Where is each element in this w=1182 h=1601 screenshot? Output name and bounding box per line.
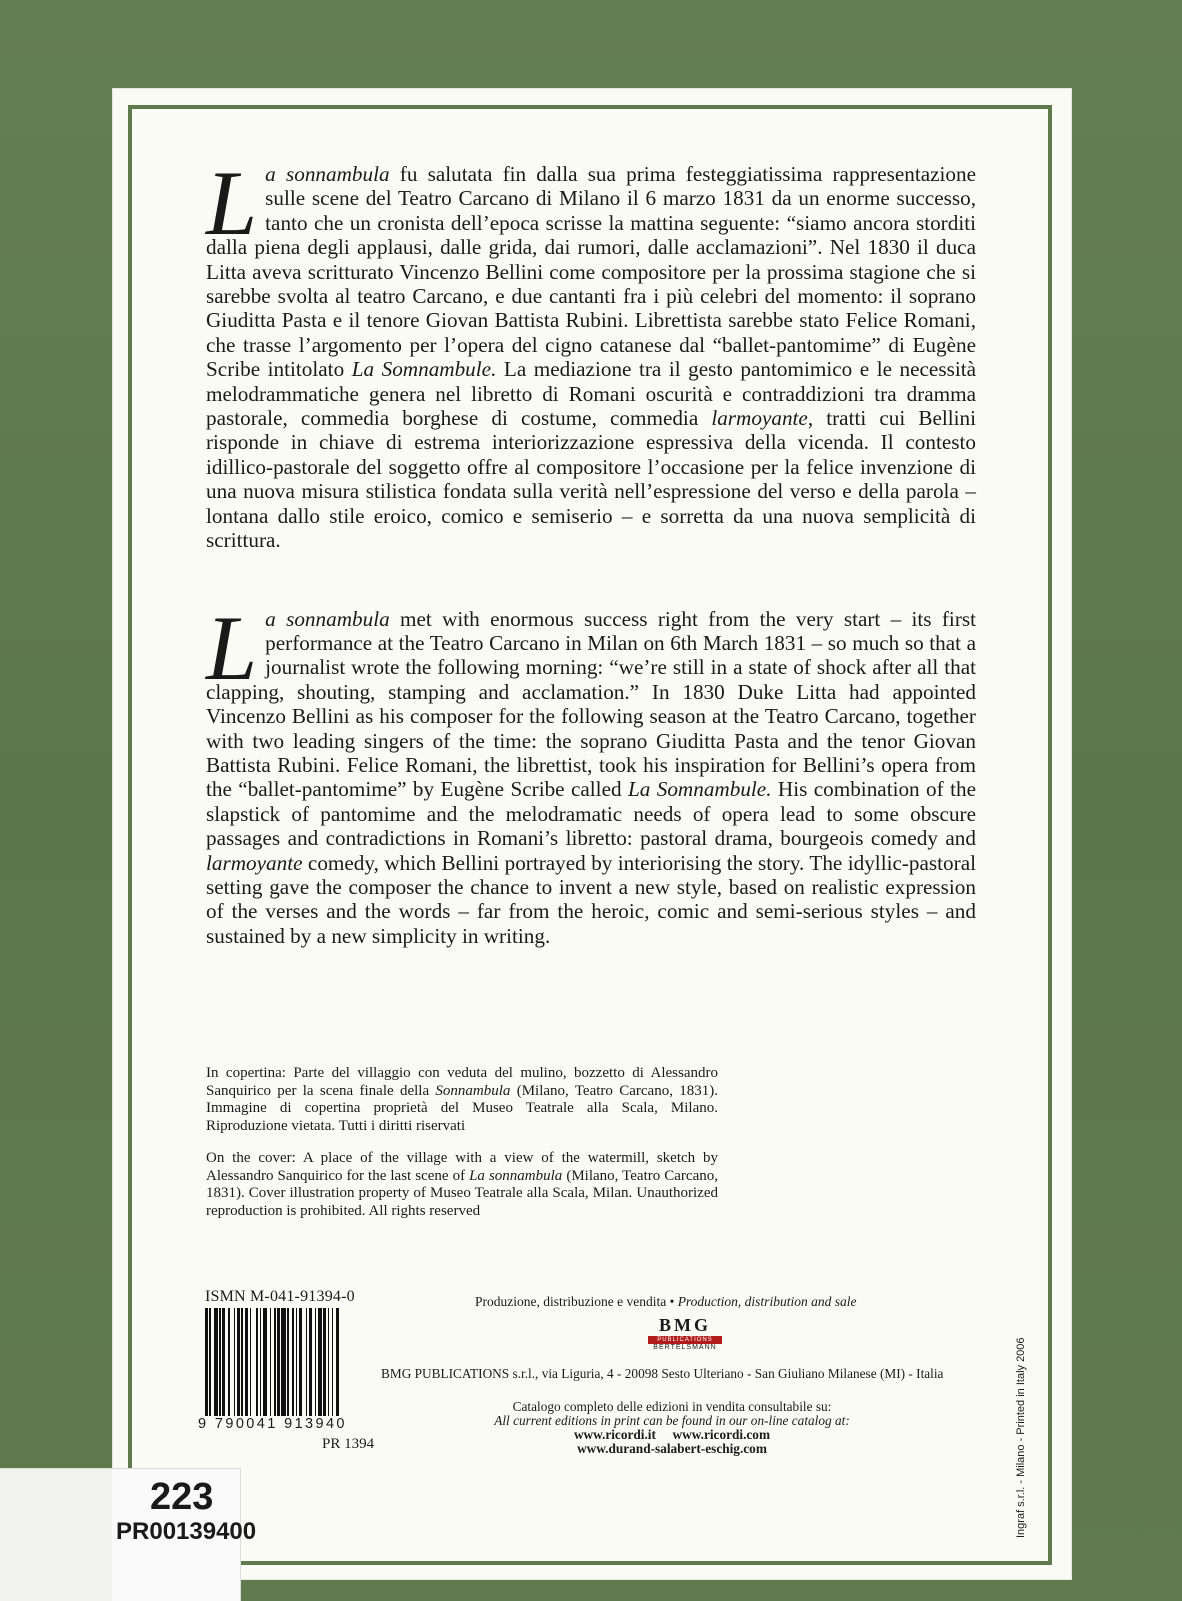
text-en-3: comedy, which Bellini portrayed by interiorising the story. The idyllic-pastoral setting gave the composer the chance to invent a new style, based on realistic expression of the verses and the words – far from the heroic, comic and semi-serious styles – and sustained by a new simplicity in writing. [206, 850, 976, 948]
title-italic-en: a sonnambula [265, 606, 390, 631]
sticker-left-panel [0, 1469, 112, 1601]
caption-en-text-1: On the cover: A place of the village with a view of the watermill, sketch by Alessandro Sanquirico for the last scene of [206, 1150, 718, 1184]
italian-paragraph [206, 152, 977, 553]
publisher-address: BMG PUBLICATIONS s.r.l., via Liguria, 4 - 20098 Sesto Ulteriano - San Giuliano Milanese (MI) - Italia [381, 1366, 944, 1381]
english-paragraph [206, 596, 977, 949]
ismn-label: ISMN M-041-91394-0 [205, 1288, 355, 1305]
caption-it-text-2: (Milano, Teatro Carcano, 1831). Immagine di copertina proprietà del Museo Teatrale alla Scala, Milano. Riproduzione vietata. Tutti i diritti riservati [206, 1082, 718, 1134]
barcode [205, 1308, 373, 1416]
caption-en-text-2: (Milano, Teatro Carcano, 1831). Cover illustration property of Museo Teatrale alla Scala, Milan. Unauthorized reproduction is prohibited. All rights reserved [206, 1167, 718, 1219]
genre-italic-en: larmoyante [206, 850, 303, 875]
bmg-logo-sub: BERTELSMANN [653, 1344, 717, 1351]
title-italic-it: a sonnambula [265, 162, 390, 186]
barcode-digits: 9 790041 913940 [198, 1416, 347, 1432]
barcode-bar [339, 1308, 340, 1416]
catalog-info [462, 1400, 882, 1456]
sticker-code: PR00139400 [116, 1518, 257, 1545]
catalog-it: Catalogo completo delle edizioni in vendita consultabile su: [512, 1399, 832, 1414]
text-en-2: His combination of the slapstick of pantomime and the melodramatic needs of opera lead to some obscure passages and contradictions in Romani’s libretto: pastoral drama, bourgeois comedy and [206, 777, 976, 851]
text-it-3: , tratti cui Bellini risponde in chiave di estrema interiorizzazione espressiva della vicenda. Il contesto idillico-pastorale del soggetto offre al compositore l’occasione per la felice invenzione di una nuova misura stilistica fondata sulla verità nell’espressione del verso e della parola – lontana dallo stile eroico, comico e semiserio – e sorretta da una nuova semplicità di scrittura. [206, 406, 976, 553]
dropcap-it: L [206, 152, 258, 254]
catalog-urls-2 [462, 1442, 882, 1456]
printer-credit: Ingraf s.r.l. - Milano - Printed in Italy 2006 [1015, 1337, 1027, 1538]
text-en-1: met with enormous success right from the very start – its first performance at the Teatro Carcano in Milan on 6th March 1831 – so much so that a journalist wrote the following morning: “we’re still in a state of shock after all that clapping, shouting, stamping and acclamation.” In 1830 Duke Litta had appointed Vincenzo Bellini as his composer for the following season at the Teatro Carcano, together with two leading singers of the time: the soprano Giuditta Pasta and the tenor Giovan Battista Rubini. Felice Romani, the librettist, took his inspiration for Bellini’s opera from the “ballet-pantomime” by Eugène Scribe called [206, 606, 977, 802]
cover-caption-en [206, 1150, 718, 1220]
production-bullet: • [666, 1294, 678, 1309]
caption-en-italic: La sonnambula [469, 1167, 563, 1184]
production-en: Production, distribution and sale [677, 1294, 857, 1309]
main-text [206, 152, 977, 948]
product-code: PR 1394 [322, 1436, 375, 1452]
work-italic-it: La Somnambule. [351, 357, 497, 382]
genre-italic-it: larmoyante [711, 406, 808, 431]
production-line [475, 1294, 856, 1310]
url-ricordi-com[interactable]: www.ricordi.com [672, 1427, 771, 1442]
caption-it-italic: Sonnambula [435, 1082, 511, 1099]
cover-caption-it [206, 1065, 718, 1135]
catalog-en-text: All current editions in print can be found in our on-line catalog at: [494, 1413, 850, 1428]
bmg-logo-main: BMG [659, 1315, 711, 1335]
dropcap-en: L [206, 596, 258, 699]
work-italic-en: La Somnambule. [627, 777, 772, 802]
bmg-logo-band: PUBLICATIONS [648, 1336, 722, 1344]
sticker-number: 223 [150, 1476, 214, 1518]
text-it-1: fu salutata fin dalla sua prima festeggiatissima rappresentazione sulle scene del Teatro Carcano di Milano il 6 marzo 1831 da un enorme successo, tanto che un cronista dell’epoca scrisse la mattina seguente: “siamo ancora storditi dalla piena degli applausi, dalle grida, dai rumori, dalle acclamazioni”. Nel 1830 il duca Litta aveva scritturato Vincenzo Bellini come compositore per la prossima stagione che si sarebbe svolta al teatro Carcano, e due cantanti fra i più celebri del momento: il soprano Giuditta Pasta e il tenore Giovan Battista Rubini. Librettista sarebbe stato Felice Romani, che trasse l’argomento per l’opera del cigno catanese dal “ballet-pantomime” di Eugène Scribe intitolato [206, 162, 977, 382]
url-ricordi-it[interactable]: www.ricordi.it [573, 1427, 656, 1442]
bmg-logo [640, 1315, 730, 1351]
catalog-urls-1 [462, 1428, 882, 1442]
url-durand[interactable]: www.durand-salabert-eschig.com [577, 1441, 767, 1456]
catalog-en [462, 1414, 882, 1428]
production-it: Produzione, distribuzione e vendita [475, 1294, 667, 1309]
text-it-2: La mediazione tra il gesto pantomimico e le necessità melodrammatiche genera nel libretto di Romani oscurità e contraddizioni tra dramma pastorale, commedia borghese di costume, commedia [206, 357, 976, 431]
caption-it-text-1: In copertina: Parte del villaggio con veduta del mulino, bozzetto di Alessandro Sanquirico per la scena finale della [206, 1065, 718, 1099]
